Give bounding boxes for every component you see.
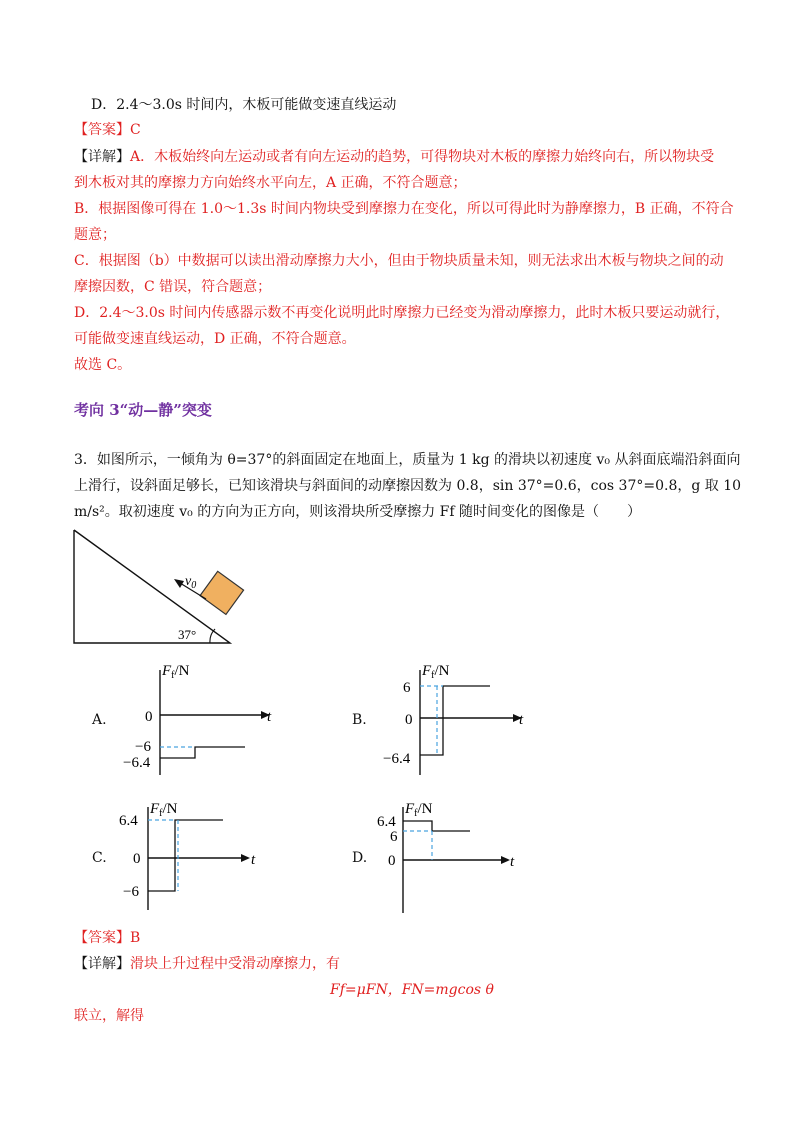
tick-label-v2: 6	[390, 829, 398, 845]
detail-d-line1: D．2.4～3.0s 时间内传感器示数不再变化说明此时摩擦力已经变为滑动摩擦力，此时木板只要运动就行，	[74, 305, 730, 321]
t-label: t	[519, 712, 524, 728]
option-c-label: C.	[92, 850, 107, 866]
ff-label: $F_f/N$	[162, 663, 190, 681]
section-heading: 考向 3“动—静”突变	[74, 401, 212, 419]
detail-b-line1: B．根据图像可得在 1.0～1.3s 时间内物块受到摩擦力在变化，所以可得此时为静摩擦力，B 正确，不符合	[74, 201, 734, 217]
ff-label: $F_f/N$	[422, 663, 450, 681]
detail-b-line2: 题意；	[74, 227, 116, 243]
zero-label: 0	[405, 712, 413, 728]
tick-label-v1: −6	[135, 739, 151, 755]
t-label: t	[510, 854, 515, 870]
detail-a-line2: 到木板对其的摩擦力方向始终水平向左，A 正确，不符合题意；	[74, 175, 467, 191]
graph-b	[375, 655, 545, 780]
incline-figure	[70, 525, 250, 650]
answer-line-2	[74, 928, 140, 948]
answer-line	[74, 120, 141, 140]
v0-label: $v_0$	[185, 574, 197, 591]
graph-c	[105, 795, 275, 920]
answer-value-2: B	[130, 930, 141, 946]
zero-label: 0	[388, 853, 396, 869]
detail-d-line2: 可能做变速直线运动，D 正确，不符合题意。	[74, 331, 356, 347]
curve	[420, 686, 490, 755]
question-line1: 3．如图所示，一倾角为 θ=37°的斜面固定在地面上，质量为 1 kg 的滑块以初速度 v₀ 从斜面底端沿斜面向	[74, 452, 741, 468]
ff-label: $F_f/N$	[150, 801, 178, 819]
conclusion: 故选 C。	[74, 357, 132, 373]
option-b-label: B.	[352, 712, 367, 728]
ff-label: $F_f/N$	[405, 801, 433, 819]
formula: Ff=μFN，FN=mgcos θ	[330, 982, 494, 998]
tick-label-v1: 6.4	[119, 813, 138, 829]
curve	[160, 747, 245, 758]
graph-d	[360, 795, 530, 920]
velocity-arrowhead	[174, 579, 184, 588]
detail-c-line2: 摩擦因数，C 错误，符合题意；	[74, 279, 272, 295]
tick-label-v1: 6	[403, 680, 411, 696]
tick-label-v2: −6	[123, 884, 139, 900]
sliding-block	[200, 571, 244, 614]
answer-tag-2: 【答案】	[74, 930, 130, 946]
tick-label-v1: 6.4	[377, 814, 396, 830]
tick-label-v2: −6.4	[383, 751, 411, 767]
option-d: D．2.4～3.0s 时间内，木板可能做变速直线运动	[91, 97, 397, 113]
t-label: t	[251, 852, 256, 868]
detail-c-line1: C．根据图（b）中数据可以读出滑动摩擦力大小，但由于物块质量未知，则无法求出木板与物块之间的动	[74, 253, 724, 269]
detail-text-2: 滑块上升过程中受滑动摩擦力，有	[130, 956, 340, 972]
question-line3: m/s²。取初速度 v₀ 的方向为正方向，则该滑块所受摩擦力 Ff 随时间变化的图像是（ ）	[74, 504, 642, 520]
detail-tag: 【详解】	[74, 149, 130, 165]
question-line2: 上滑行，设斜面足够长，已知该滑块与斜面间的动摩擦因数为 0.8，sin 37°=0.6，cos 37°=0.8，g 取 10	[74, 478, 742, 494]
answer-tag: 【答案】	[74, 122, 130, 138]
answer-value: C	[130, 122, 141, 138]
curve	[403, 821, 470, 831]
t-label: t	[267, 709, 272, 725]
block	[200, 571, 244, 614]
x-arrowhead	[501, 856, 510, 864]
x-arrowhead	[241, 854, 250, 862]
join-text: 联立，解得	[74, 1008, 144, 1024]
detail-a-text: A．木板始终向左运动或者有向左运动的趋势，可得物块对木板的摩擦力始终向右，所以物块受	[130, 149, 715, 165]
detail-line-2	[74, 954, 340, 974]
detail-a-line1	[74, 147, 714, 167]
zero-label: 0	[145, 709, 153, 725]
curve	[148, 820, 223, 891]
detail-tag-2: 【详解】	[74, 956, 130, 972]
tick-label-v2: −6.4	[123, 755, 151, 771]
option-d-graph-label: D.	[352, 850, 368, 866]
option-a-label: A.	[92, 712, 107, 728]
angle-label: 37°	[178, 627, 197, 642]
graph-a	[115, 655, 285, 780]
zero-label: 0	[133, 851, 141, 867]
